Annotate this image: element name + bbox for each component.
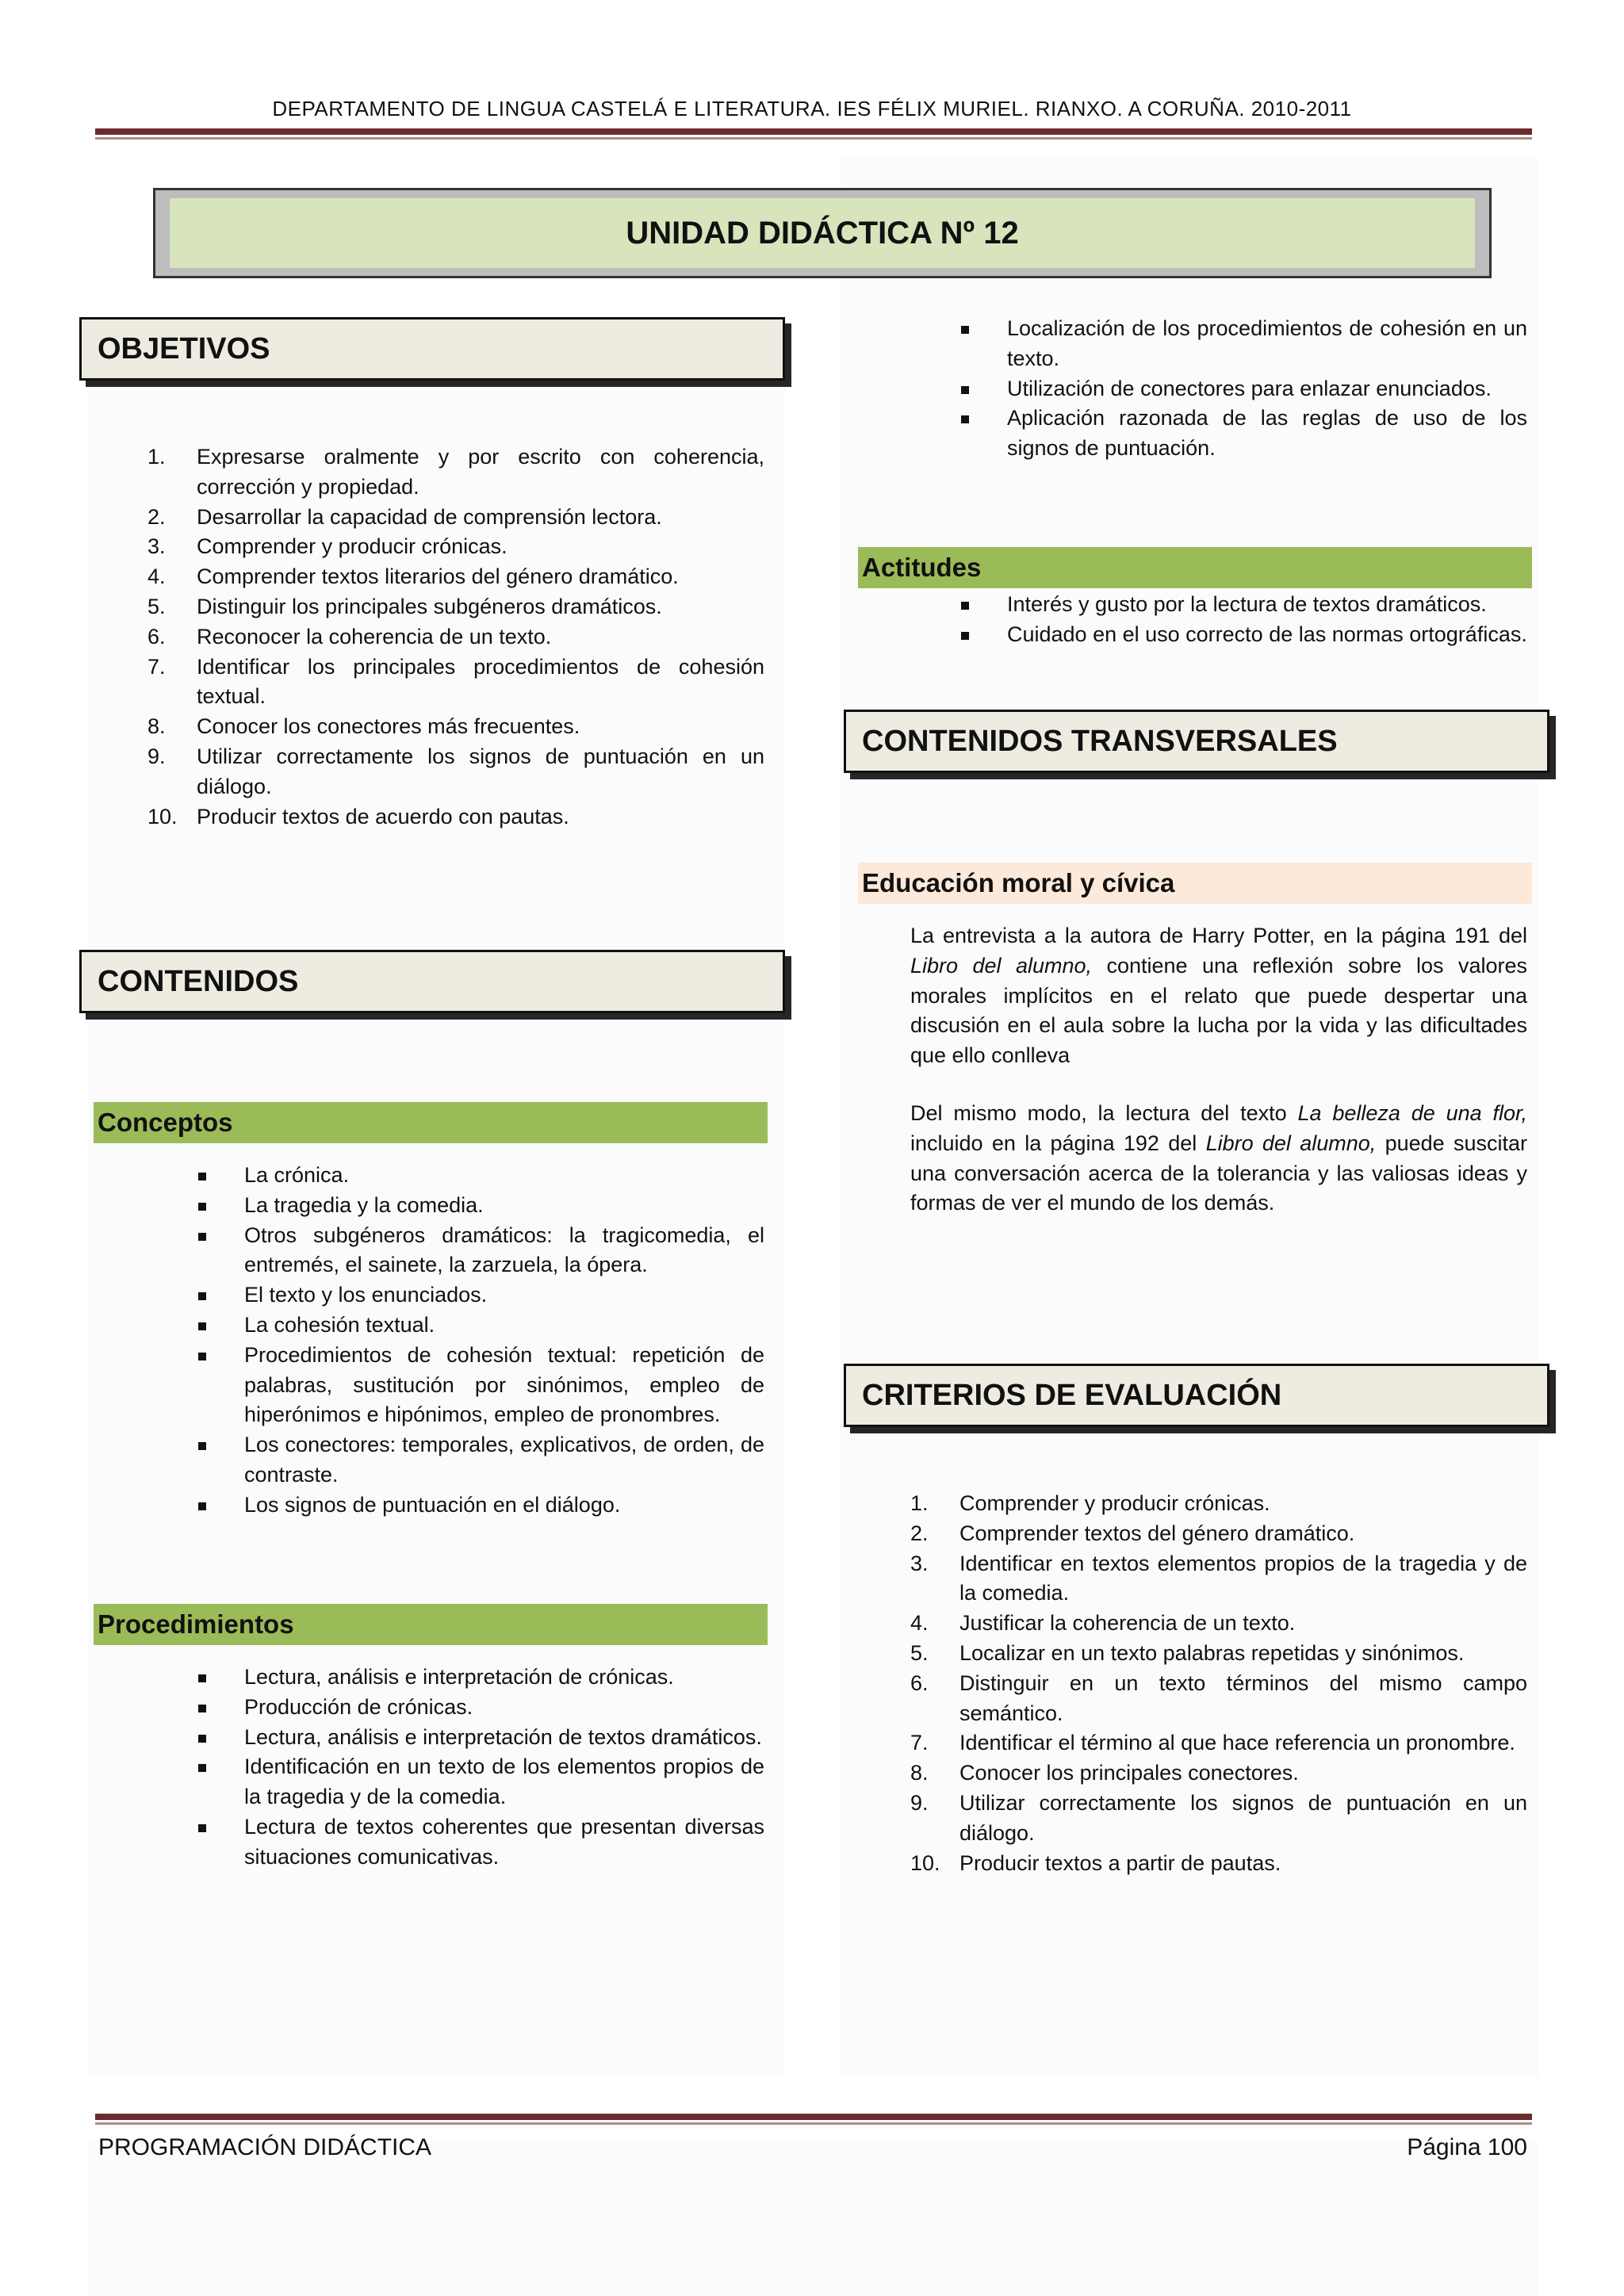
list-item: Otros subgéneros dramáticos: la tragicomedia, el entremés, el sainete, la zarzuela, la ópera.	[244, 1221, 764, 1281]
list-item: El texto y los enunciados.	[244, 1280, 764, 1311]
running-header: DEPARTAMENTO DE LINGUA CASTELÁ E LITERATURA. IES FÉLIX MURIEL. RIANXO. A CORUÑA. 2010-2011	[272, 97, 1352, 121]
list-item: Interés y gusto por la lectura de textos dramáticos.	[1007, 590, 1527, 620]
list-item: La crónica.	[244, 1161, 764, 1191]
actitudes-list	[1007, 590, 1527, 650]
bullet-icon	[961, 602, 969, 610]
criterios-heading: CRITERIOS DE EVALUACIÓN	[844, 1364, 1549, 1427]
bullet-icon	[198, 1674, 206, 1682]
list-item: Los conectores: temporales, explicativos, de orden, de contraste.	[244, 1430, 764, 1490]
list-item: Lectura, análisis e interpretación de crónicas.	[244, 1663, 764, 1693]
list-item: 8. Conocer los principales conectores.	[910, 1761, 1299, 1785]
list-item: Utilización de conectores para enlazar enunciados.	[1007, 374, 1527, 404]
bullet-icon	[198, 1442, 206, 1450]
educacion-heading: Educación moral y cívica	[858, 863, 1532, 904]
bullet-icon	[961, 386, 969, 394]
footer-rule	[95, 2114, 1532, 2125]
bullet-icon	[198, 1735, 206, 1743]
procedimientos-list	[244, 1663, 764, 1873]
list-item: Los signos de puntuación en el diálogo.	[244, 1490, 764, 1521]
list-item: Identificación en un texto de los elementos propios de la tragedia y de la comedia.	[244, 1752, 764, 1812]
list-item: 10. Producir textos a partir de pautas.	[910, 1850, 1281, 1875]
list-item: Producción de crónicas.	[244, 1693, 764, 1723]
procedimientos-continued-list	[1007, 314, 1527, 464]
bullet-icon	[198, 1353, 206, 1360]
list-item: 4. Comprender textos literarios del género dramático.	[147, 564, 679, 589]
list-item: 7. Identificar los principales procedimientos de cohesión textual.	[147, 654, 764, 709]
list-item: Cuidado en el uso correcto de las normas ortográficas.	[1007, 620, 1527, 650]
bullet-icon	[198, 1705, 206, 1712]
bullet-icon	[198, 1203, 206, 1211]
objetivos-heading: OBJETIVOS	[79, 317, 785, 381]
criterios-list	[910, 1489, 1527, 1878]
procedimientos-heading: Procedimientos	[94, 1604, 768, 1645]
bullet-icon	[198, 1233, 206, 1241]
actitudes-heading: Actitudes	[858, 547, 1532, 588]
educacion-paragraph-1: La entrevista a la autora de Harry Potter, en la página 191 del Libro del alumno, contiene una reflexión sobre los valores morales implícitos en el relato que puede despertar una discusión en el aula sobre la lucha por la vida y las dificultades que ello conlleva	[910, 924, 1527, 1068]
list-item: 5. Distinguir los principales subgéneros dramáticos.	[147, 594, 662, 618]
list-item: 5. Localizar en un texto palabras repetidas y sinónimos.	[910, 1640, 1465, 1665]
conceptos-heading: Conceptos	[94, 1102, 768, 1143]
list-item: 2. Comprender textos del género dramático.	[910, 1521, 1355, 1545]
list-item: Localización de los procedimientos de cohesión en un texto.	[1007, 314, 1527, 374]
bullet-icon	[961, 632, 969, 640]
list-item: 6. Reconocer la coherencia de un texto.	[147, 624, 552, 649]
footer-shade	[87, 2141, 1538, 2296]
transversales-heading: CONTENIDOS TRANSVERSALES	[844, 710, 1549, 773]
contenidos-heading: CONTENIDOS	[79, 950, 785, 1013]
list-item: 7. Identificar el término al que hace referencia un pronombre.	[910, 1731, 1515, 1755]
list-item: 3. Identificar en textos elementos propios de la tragedia y de la comedia.	[910, 1551, 1527, 1605]
bullet-icon	[198, 1322, 206, 1330]
list-item: 9. Utilizar correctamente los signos de puntuación en un diálogo.	[910, 1790, 1527, 1845]
unit-title-box	[153, 188, 1492, 278]
objetivos-list	[147, 442, 764, 832]
header-rule	[95, 128, 1532, 140]
educacion-paragraph-2: Del mismo modo, la lectura del texto La belleza de una flor, incluido en la página 192 del Libro del alumno, puede suscitar una conversación acerca de la tolerancia y las valiosas ideas y formas de ver el mundo de los demás.	[910, 1101, 1527, 1215]
list-item: 2. Desarrollar la capacidad de comprensión lectora.	[147, 504, 662, 529]
list-item: Aplicación razonada de las reglas de uso de los signos de puntuación.	[1007, 404, 1527, 464]
list-item: 10. Producir textos de acuerdo con pautas.	[147, 804, 569, 828]
list-item: 6. Distinguir en un texto términos del mismo campo semántico.	[910, 1670, 1527, 1725]
list-item: 1. Comprender y producir crónicas.	[910, 1491, 1270, 1515]
list-item: 3. Comprender y producir crónicas.	[147, 534, 508, 559]
list-item: La cohesión textual.	[244, 1311, 764, 1341]
bullet-icon	[198, 1824, 206, 1832]
bullet-icon	[198, 1502, 206, 1510]
list-item: 4. Justificar la coherencia de un texto.	[910, 1611, 1296, 1636]
footer-title: PROGRAMACIÓN DIDÁCTICA	[98, 2134, 432, 2160]
bullet-icon	[198, 1764, 206, 1772]
list-item: Lectura, análisis e interpretación de textos dramáticos.	[244, 1723, 764, 1753]
list-item: 8. Conocer los conectores más frecuentes.	[147, 714, 580, 739]
bullet-icon	[961, 326, 969, 334]
bullet-icon	[961, 415, 969, 423]
conceptos-list	[244, 1161, 764, 1521]
bullet-icon	[198, 1173, 206, 1181]
unit-title: UNIDAD DIDÁCTICA Nº 12	[170, 198, 1475, 268]
list-item: Lectura de textos coherentes que presentan diversas situaciones comunicativas.	[244, 1812, 764, 1873]
bullet-icon	[198, 1292, 206, 1300]
list-item: Procedimientos de cohesión textual: repetición de palabras, sustitución por sinónimos, empleo de hiperónimos e hipónimos, empleo de pronombres.	[244, 1341, 764, 1430]
list-item: 9. Utilizar correctamente los signos de puntuación en un diálogo.	[147, 744, 764, 798]
page-number: Página 100	[1407, 2134, 1527, 2160]
list-item: La tragedia y la comedia.	[244, 1191, 764, 1221]
list-item: 1. Expresarse oralmente y por escrito con coherencia, corrección y propiedad.	[147, 445, 764, 499]
